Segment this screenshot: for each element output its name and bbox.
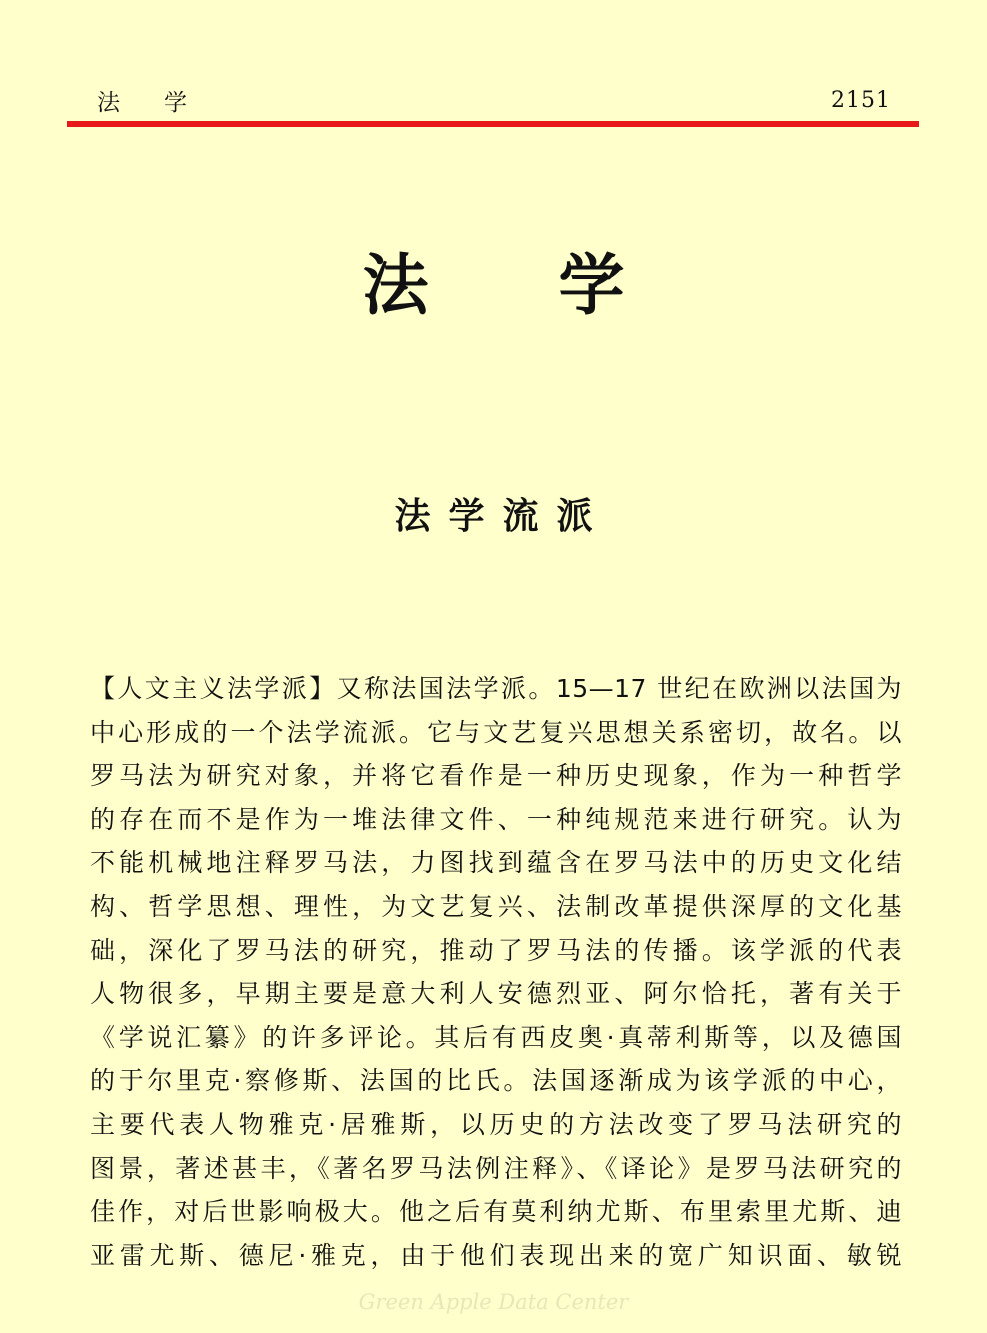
text-line: 础，深化了罗马法的研究，推动了罗马法的传播。该学派的代表 [90,935,902,965]
text-line: 亚雷尤斯、德尼·雅克，由于他们表现出来的宽广知识面、敏锐 [90,1240,902,1270]
text-line: 人物很多，早期主要是意大利人安德烈亚、阿尔恰托，著有关于 [90,979,902,1009]
page-title-char-1: 法 [362,247,429,324]
section-title: 法学流派 [394,496,611,537]
text-line: 《学说汇纂》的许多评论。其后有西皮奥·真蒂利斯等，以及德国 [90,1022,902,1052]
running-header-char-2: 学 [164,90,187,116]
page-number: 2151 [831,88,891,113]
page-title-char-2: 学 [558,247,625,324]
text-line: 构、哲学思想、理性，为文艺复兴、法制改革提供深厚的文化基 [90,891,902,921]
text-line: 的存在而不是作为一堆法律文件、一种纯规范来进行研究。认为 [90,804,902,834]
running-header-char-1: 法 [97,90,120,116]
text-line: 不能机械地注释罗马法，力图找到蕴含在罗马法中的历史文化结 [90,848,902,878]
text-line: 【人文主义法学派】又称法国法学派。15—17 世纪在欧洲以法国为 [90,674,902,703]
watermark: Green Apple Data Center [358,1290,629,1314]
page-title [0,232,987,327]
text-line: 中心形成的一个法学流派。它与文艺复兴思想关系密切，故名。以 [90,717,902,747]
header-rule [67,121,919,127]
text-line: 图景，著述甚丰，《著名罗马法例注释》、《译论》是罗马法研究的 [90,1153,902,1183]
running-header [97,84,187,117]
body-text [90,667,902,1277]
text-line: 的于尔里克·察修斯、法国的比氏。法国逐渐成为该学派的中心， [90,1066,902,1096]
text-line: 佳作，对后世影响极大。他之后有莫利纳尤斯、布里索里尤斯、迪 [90,1197,902,1227]
text-line: 罗马法为研究对象，并将它看作是一种历史现象，作为一种哲学 [90,761,902,791]
text-line: 主要代表人物雅克·居雅斯，以历史的方法改变了罗马法研究的 [90,1109,902,1139]
